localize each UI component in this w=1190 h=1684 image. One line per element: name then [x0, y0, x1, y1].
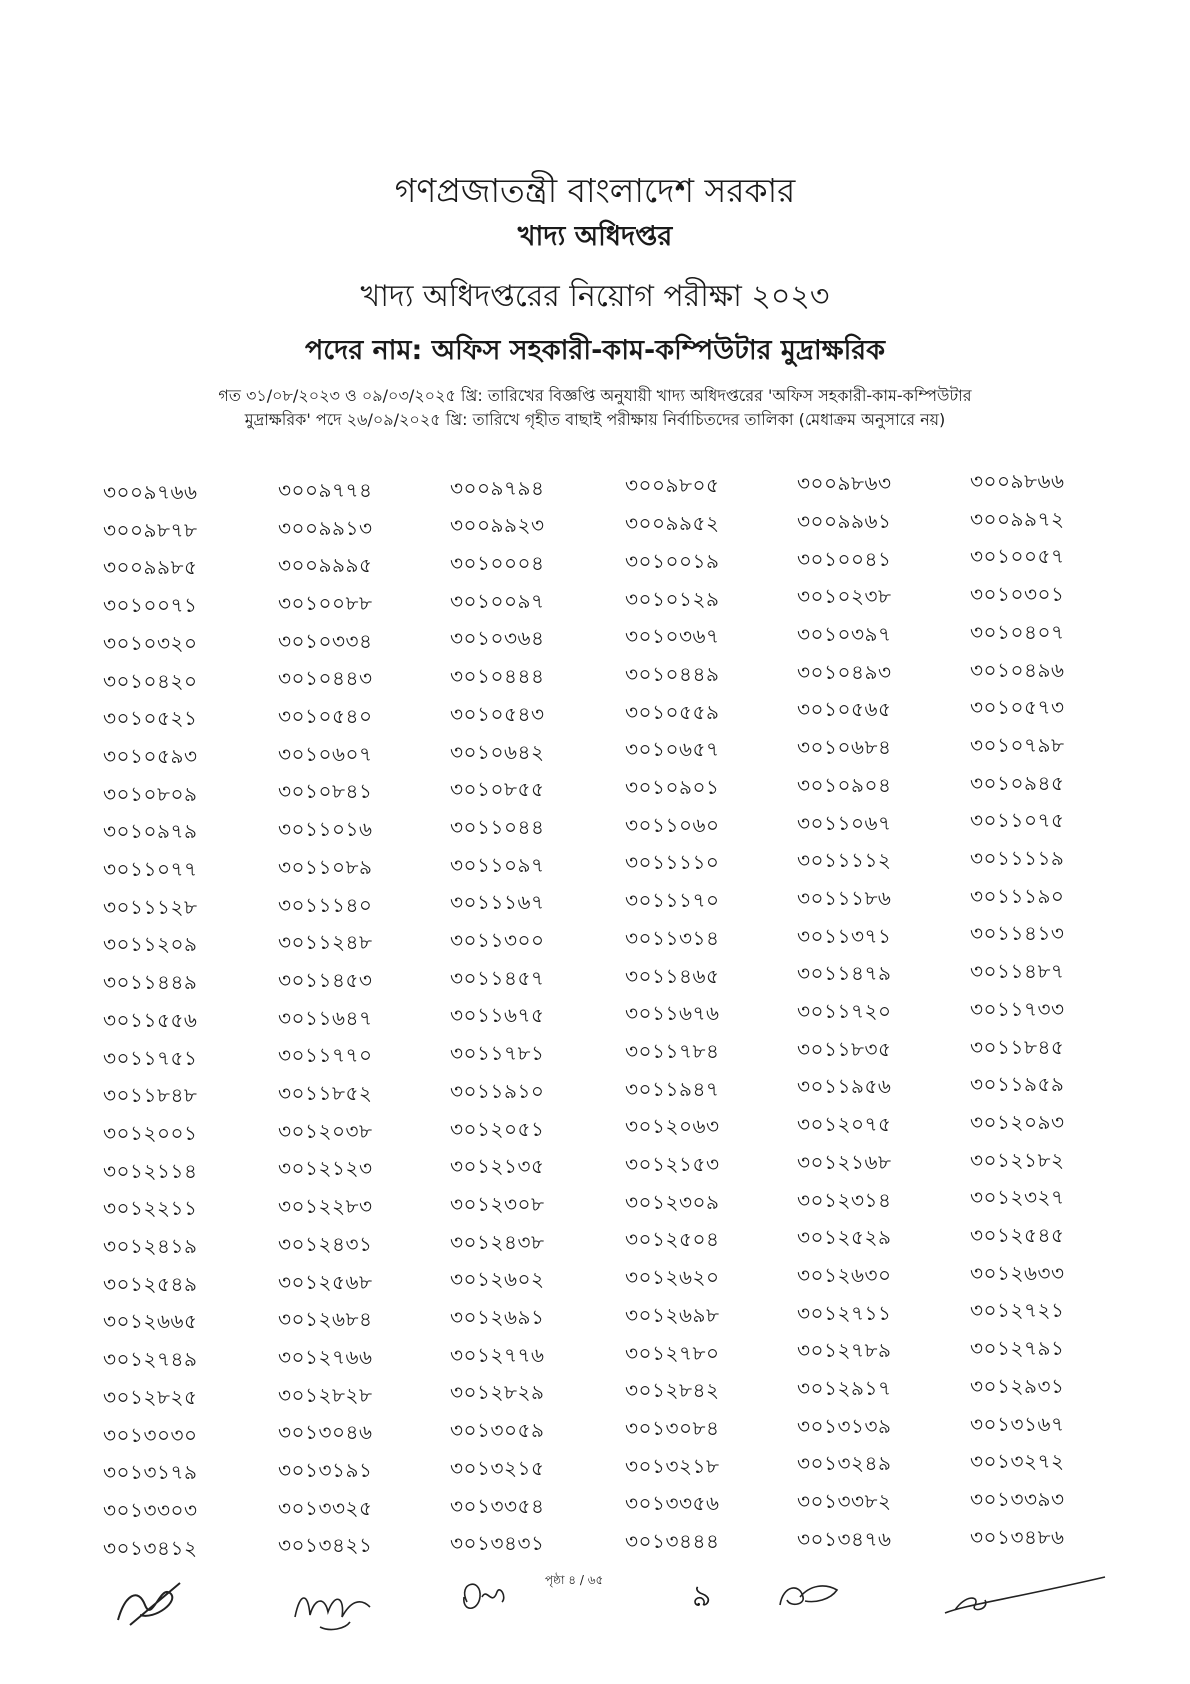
roll-number-cell: ৩০১২২৮৩ — [278, 1194, 373, 1218]
roll-number-cell: ৩০১৩১৯১ — [278, 1458, 373, 1482]
roll-number-cell: ৩০১১২০৯ — [103, 932, 198, 956]
roll-number-cell: ৩০১৩২৪৯ — [797, 1451, 892, 1475]
roll-number-cell: ৩০১১১১৯ — [970, 846, 1065, 870]
roll-number-cell: ৩০১০৩০১ — [970, 582, 1065, 606]
roll-number-cell: ৩০১০৫৭৩ — [970, 695, 1065, 719]
roll-number-cell: ৩০০৯৮৬৬ — [970, 469, 1065, 493]
roll-number-cell: ৩০১৩০৫৯ — [450, 1418, 545, 1442]
roll-number-cell: ৩০১৩৩০৩ — [103, 1498, 198, 1522]
roll-number-cell: ৩০১২৬৩৩ — [970, 1261, 1065, 1285]
roll-number-cell: ৩০১১০৪৪ — [450, 815, 545, 839]
roll-number-cell: ৩০১৩০৮৪ — [625, 1416, 720, 1440]
roll-number-cell: ৩০১০৪৯৩ — [797, 660, 892, 684]
roll-number-cell: ৩০১০৭৯৮ — [970, 733, 1065, 757]
roll-number-cell: ৩০১০৯৭৯ — [103, 819, 198, 843]
roll-number-cell: ৩০১২৮২৮ — [278, 1383, 373, 1407]
page-number: পৃষ্ঠা ৪ / ৬৫ — [545, 1573, 604, 1587]
roll-number-cell: ৩০১২১৫৩ — [625, 1152, 720, 1176]
roll-number-cell: ৩০১১০৯৭ — [450, 853, 545, 877]
roll-number-cell: ৩০০৯৮৬৩ — [797, 471, 892, 495]
signature-1-icon — [110, 1575, 190, 1635]
roll-number-cell: ৩০১০১২৯ — [625, 587, 720, 611]
roll-number-cell: ৩০১৩৪৭৬ — [797, 1527, 892, 1551]
roll-number-cell: ৩০১২৯৩১ — [970, 1374, 1065, 1398]
roll-number-cell: ৩০১২৮৪২ — [625, 1378, 720, 1402]
roll-number-cell: ৩০০৯৮৭৮ — [103, 518, 198, 542]
roll-number-cell: ৩০১২০৯৩ — [970, 1110, 1065, 1134]
roll-number-cell: ৩০১০৪৪৯ — [625, 662, 720, 686]
roll-number-cell: ৩০১০৪০৭ — [970, 620, 1065, 644]
roll-number-cell: ৩০১০০৫৭ — [970, 544, 1065, 568]
roll-number-cell: ৩০১২৩০৯ — [625, 1190, 720, 1214]
roll-number-cell: ৩০১১০১৬ — [278, 817, 373, 841]
roll-number-cell: ৩০১২৫৪৫ — [970, 1223, 1065, 1247]
roll-number-cell: ৩০১৩৪৪৪ — [625, 1529, 720, 1553]
roll-number-cell: ৩০১১৭৫১ — [103, 1046, 198, 1070]
roll-number-cell: ৩০১১৩০০ — [450, 928, 545, 952]
roll-number-cell: ৩০১২১৬৮ — [797, 1150, 892, 1174]
roll-number-cell: ৩০১১০৬০ — [625, 813, 720, 837]
roll-number-cell: ৩০১০০৯৭ — [450, 589, 545, 613]
roll-number-cell: ৩০১৩২৭২ — [970, 1449, 1065, 1473]
roll-number-cell: ৩০১১১৮৬ — [797, 886, 892, 910]
roll-number-cell: ৩০১৩৪৩১ — [450, 1531, 545, 1555]
roll-number-cell: ৩০১০৬৮৪ — [797, 735, 892, 759]
roll-number-cell: ৩০১২৭১১ — [797, 1301, 892, 1325]
roll-number-cell: ৩০১০০৭১ — [103, 593, 198, 617]
roll-number-cell: ৩০১২৫৪৯ — [103, 1272, 198, 1296]
roll-number-cell: ৩০১২৫৬৮ — [278, 1270, 373, 1294]
roll-number-cell: ৩০১১৮৩৫ — [797, 1037, 892, 1061]
roll-number-cell: ৩০১০০৮৮ — [278, 591, 373, 615]
roll-number-cell: ৩০১৩১৭৯ — [103, 1460, 198, 1484]
roll-number-cell: ৩০১২৭৬৬ — [278, 1345, 373, 1369]
roll-number-cell: ৩০১০৮৫৫ — [450, 777, 545, 801]
roll-number-cell: ৩০১২৭৯১ — [970, 1336, 1065, 1360]
roll-number-cell: ৩০১৩১৬৭ — [970, 1412, 1065, 1436]
roll-number-cell: ৩০১০০৪১ — [797, 547, 892, 571]
roll-number-cell: ৩০১০৬৫৭ — [625, 737, 720, 761]
roll-number-cell: ৩০১২২১১ — [103, 1196, 198, 1220]
roll-number-cell: ৩০০৯৭৬৬ — [103, 480, 198, 504]
roll-number-cell: ৩০১১৯১০ — [450, 1079, 545, 1103]
roll-number-cell: ৩০১৩৪২১ — [278, 1533, 373, 1557]
roll-number-cell: ৩০১১৪৪৯ — [103, 970, 198, 994]
roll-number-cell: ৩০১১৪৮৭ — [970, 959, 1065, 983]
signature-5-icon — [935, 1575, 1115, 1620]
roll-number-cell: ৩০১২০৬৩ — [625, 1114, 720, 1138]
roll-number-cell: ৩০১২৪৩৮ — [450, 1230, 545, 1254]
roll-number-cell: ৩০১২৮২৫ — [103, 1385, 198, 1409]
roll-number-cell: ৩০১০৫৪০ — [278, 704, 373, 728]
roll-number-cell: ৩০১১৭৩৩ — [970, 997, 1065, 1021]
roll-number-cell: ৩০১০৪৯৬ — [970, 658, 1065, 682]
roll-number-cell: ৩০০৯৭৯৪ — [450, 476, 545, 500]
roll-number-cell: ৩০১৩৩৫৪ — [450, 1494, 545, 1518]
exam-title: খাদ্য অধিদপ্তরের নিয়োগ পরীক্ষা ২০২৩ — [360, 279, 830, 314]
roll-number-cell: ৩০১১৭৮১ — [450, 1041, 545, 1065]
roll-number-cell: ৩০১২৬৯১ — [450, 1305, 545, 1329]
roll-number-cell: ৩০১১৯৫৬ — [797, 1074, 892, 1098]
roll-number-cell: ৩০১৩০৩০ — [103, 1423, 198, 1447]
roll-number-cell: ৩০১২৭৮০ — [625, 1341, 720, 1365]
roll-number-cell: ৩০১০৯০১ — [625, 775, 720, 799]
intro-line-1: গত ৩১/০৮/২০২৩ ও ০৯/০৩/২০২৫ খ্রি: তারিখের বিজ্ঞপ্তি অনুযায়ী খাদ্য অধিদপ্তরের 'অফিস সহকারী-কাম-কম্পিউটার — [218, 386, 972, 405]
roll-number-cell: ৩০১২১৩৫ — [450, 1154, 545, 1178]
roll-number-cell: ৩০১০৫৯৩ — [103, 744, 198, 768]
roll-number-cell: ৩০১০২৩৮ — [797, 584, 892, 608]
roll-number-cell: ৩০১১৫৫৬ — [103, 1008, 198, 1032]
signature-2-icon — [290, 1577, 380, 1637]
roll-number-cell: ৩০১১৪৫৭ — [450, 966, 545, 990]
roll-number-cell: ৩০০৯৯৭২ — [970, 507, 1065, 531]
roll-number-cell: ৩০১৩২১৮ — [625, 1454, 720, 1478]
roll-number-cell: ৩০১২৩২৭ — [970, 1185, 1065, 1209]
roll-number-cell: ৩০১২০০১ — [103, 1121, 198, 1145]
roll-number-cell: ৩০১০৬৪২ — [450, 740, 545, 764]
roll-number-cell: ৩০১০৪২০ — [103, 669, 198, 693]
roll-number-cell: ৩০১১৬৪৭ — [278, 1006, 373, 1030]
roll-number-cell: ৩০১০৫৬৫ — [797, 697, 892, 721]
roll-number-cell: ৩০১১৩১৪ — [625, 926, 720, 950]
roll-number-cell: ৩০১০৮৪১ — [278, 779, 373, 803]
roll-number-cell: ৩০১০৩২০ — [103, 631, 198, 655]
roll-number-cell: ৩০১১৭৭০ — [278, 1043, 373, 1067]
roll-number-cell: ৩০০৯৯৬১ — [797, 509, 892, 533]
roll-number-cell: ৩০০৯৮০৫ — [625, 473, 720, 497]
roll-number-cell: ৩০১২৬৮৪ — [278, 1307, 373, 1331]
roll-number-cell: ৩০১০০১৯ — [625, 549, 720, 573]
roll-number-cell: ৩০১১০৭৫ — [970, 808, 1065, 832]
roll-number-cell: ৩০১১১৯০ — [970, 884, 1065, 908]
roll-number-cell: ৩০১৩৩৫৬ — [625, 1491, 720, 1515]
roll-number-cell: ৩০১২০৫১ — [450, 1117, 545, 1141]
roll-number-cell: ৩০১২৪১৯ — [103, 1234, 198, 1258]
roll-number-cell: ৩০১৩১৩৯ — [797, 1414, 892, 1438]
roll-number-cell: ৩০১২৬০২ — [450, 1267, 545, 1291]
roll-number-cell: ৩০১০৪৪৩ — [278, 666, 373, 690]
page-mark: ৯ — [692, 1579, 712, 1614]
roll-number-cell: ৩০১১১১০ — [625, 850, 720, 874]
signature-3-icon — [452, 1577, 512, 1622]
roll-number-cell: ৩০১১৯৪৭ — [625, 1077, 720, 1101]
roll-number-cell: ৩০১৩৩২৫ — [278, 1496, 373, 1520]
roll-number-cell: ৩০১৩০৪৬ — [278, 1420, 373, 1444]
roll-number-cell: ৩০১২৫২৯ — [797, 1225, 892, 1249]
roll-number-cell: ৩০১২০৩৮ — [278, 1119, 373, 1143]
roll-number-cell: ৩০১১১১২ — [797, 848, 892, 872]
roll-number-cell: ৩০১২৬৯৮ — [625, 1303, 720, 1327]
intro-line-2: মুদ্রাক্ষরিক' পদে ২৬/০৯/২০২৫ খ্রি: তারিখে গৃহীত বাছাই পরীক্ষায় নির্বাচিতদের তালিকা (মেধাক্রম অনুসারে নয়) — [244, 410, 946, 429]
signature-4-icon — [775, 1575, 845, 1615]
roll-number-cell: ৩০১০৫৪৩ — [450, 702, 545, 726]
roll-number-cell: ৩০১২৫০৪ — [625, 1227, 720, 1251]
roll-number-cell: ৩০১৩৪৮৬ — [970, 1525, 1065, 1549]
government-title: গণপ্রজাতন্ত্রী বাংলাদেশ সরকার — [394, 171, 796, 210]
roll-number-cell: ৩০১১১২৮ — [103, 895, 198, 919]
roll-number-cell: ৩০১২৩১৪ — [797, 1188, 892, 1212]
roll-number-cell: ৩০১০৯৪৫ — [970, 771, 1065, 795]
roll-number-cell: ৩০১১৬৭৬ — [625, 1001, 720, 1025]
roll-number-cell: ৩০১১০৭৭ — [103, 857, 198, 881]
roll-number-cell: ৩০১০৫২১ — [103, 706, 198, 730]
roll-number-cell: ৩০১২৯১৭ — [797, 1376, 892, 1400]
roll-number-cell: ৩০১১১৪০ — [278, 893, 373, 917]
post-title: পদের নাম: অফিস সহকারী-কাম-কম্পিউটার মুদ্রাক্ষরিক — [304, 335, 886, 366]
roll-number-cell: ৩০০৯৭৭৪ — [278, 478, 373, 502]
roll-number-cell: ৩০১১১৬৭ — [450, 890, 545, 914]
roll-number-cell: ৩০১২৭২১ — [970, 1298, 1065, 1322]
roll-number-cell: ৩০১২১২৩ — [278, 1156, 373, 1180]
roll-number-cell: ৩০১১৬৭৫ — [450, 1003, 545, 1027]
roll-number-cell: ৩০১০০০৪ — [450, 551, 545, 575]
roll-number-cell: ৩০১২৭৭৬ — [450, 1343, 545, 1367]
department-title: খাদ্য অধিদপ্তর — [517, 221, 673, 252]
roll-number-cell: ৩০১২৮২৯ — [450, 1380, 545, 1404]
roll-number-cell: ৩০১১৯৫৯ — [970, 1072, 1065, 1096]
roll-number-cell: ৩০১২০৭৫ — [797, 1112, 892, 1136]
roll-number-cell: ৩০১১৪৬৫ — [625, 964, 720, 988]
roll-number-cell: ৩০১০৩৬৪ — [450, 626, 545, 650]
roll-number-cell: ৩০০৯৯৮৫ — [103, 555, 198, 579]
roll-number-cell: ৩০১১০৮৯ — [278, 855, 373, 879]
roll-number-cell: ৩০১১২৪৮ — [278, 930, 373, 954]
roll-number-cell: ৩০১০৪৪৪ — [450, 664, 545, 688]
roll-number-cell: ৩০১৩৩৯৩ — [970, 1487, 1065, 1511]
roll-number-cell: ৩০১১৮৪৫ — [970, 1035, 1065, 1059]
roll-number-cell: ৩০১২৩০৮ — [450, 1192, 545, 1216]
roll-number-cell: ৩০১১৪৫৩ — [278, 968, 373, 992]
roll-number-cell: ৩০১১৭৮৪ — [625, 1039, 720, 1063]
roll-number-cell: ৩০১০৫৫৯ — [625, 700, 720, 724]
roll-number-cell: ৩০০৯৯২৩ — [450, 513, 545, 537]
roll-number-cell: ৩০১১০৬৭ — [797, 811, 892, 835]
roll-number-cell: ৩০১২১১৪ — [103, 1159, 198, 1183]
roll-number-cell: ৩০১০৩৩৪ — [278, 629, 373, 653]
roll-number-cell: ৩০১২৬২০ — [625, 1265, 720, 1289]
roll-number-cell: ৩০১১১৭০ — [625, 888, 720, 912]
roll-number-cell: ৩০০৯৯৫২ — [625, 511, 720, 535]
roll-number-cell: ৩০১১৩৭১ — [797, 924, 892, 948]
roll-number-cell: ৩০১২৬৬৫ — [103, 1309, 198, 1333]
roll-number-cell: ৩০১০৩৯৭ — [797, 622, 892, 646]
roll-number-cell: ৩০১১৪৭৯ — [797, 961, 892, 985]
roll-number-cell: ৩০০৯৯১৩ — [278, 516, 373, 540]
roll-number-cell: ৩০০৯৯৯৫ — [278, 553, 373, 577]
roll-number-cell: ৩০১২৪৩১ — [278, 1232, 373, 1256]
roll-number-cell: ৩০১০৮০৯ — [103, 782, 198, 806]
roll-number-cell: ৩০১১৪১৩ — [970, 921, 1065, 945]
roll-number-cell: ৩০১০৯০৪ — [797, 773, 892, 797]
roll-number-cell: ৩০১০৩৬৭ — [625, 624, 720, 648]
roll-number-cell: ৩০১৩৪১২ — [103, 1536, 198, 1560]
roll-number-cell: ৩০১২৭৮৯ — [797, 1338, 892, 1362]
roll-number-cell: ৩০১৩৩৮২ — [797, 1489, 892, 1513]
roll-number-cell: ৩০১১৮৪৮ — [103, 1083, 198, 1107]
roll-number-cell: ৩০১১৭২০ — [797, 999, 892, 1023]
roll-number-cell: ৩০১২৭৪৯ — [103, 1347, 198, 1371]
roll-number-cell: ৩০১০৬০৭ — [278, 742, 373, 766]
roll-number-cell: ৩০১৩২১৫ — [450, 1456, 545, 1480]
roll-number-cell: ৩০১২৬৩০ — [797, 1263, 892, 1287]
roll-number-cell: ৩০১১৮৫২ — [278, 1081, 373, 1105]
roll-number-cell: ৩০১২১৮২ — [970, 1148, 1065, 1172]
